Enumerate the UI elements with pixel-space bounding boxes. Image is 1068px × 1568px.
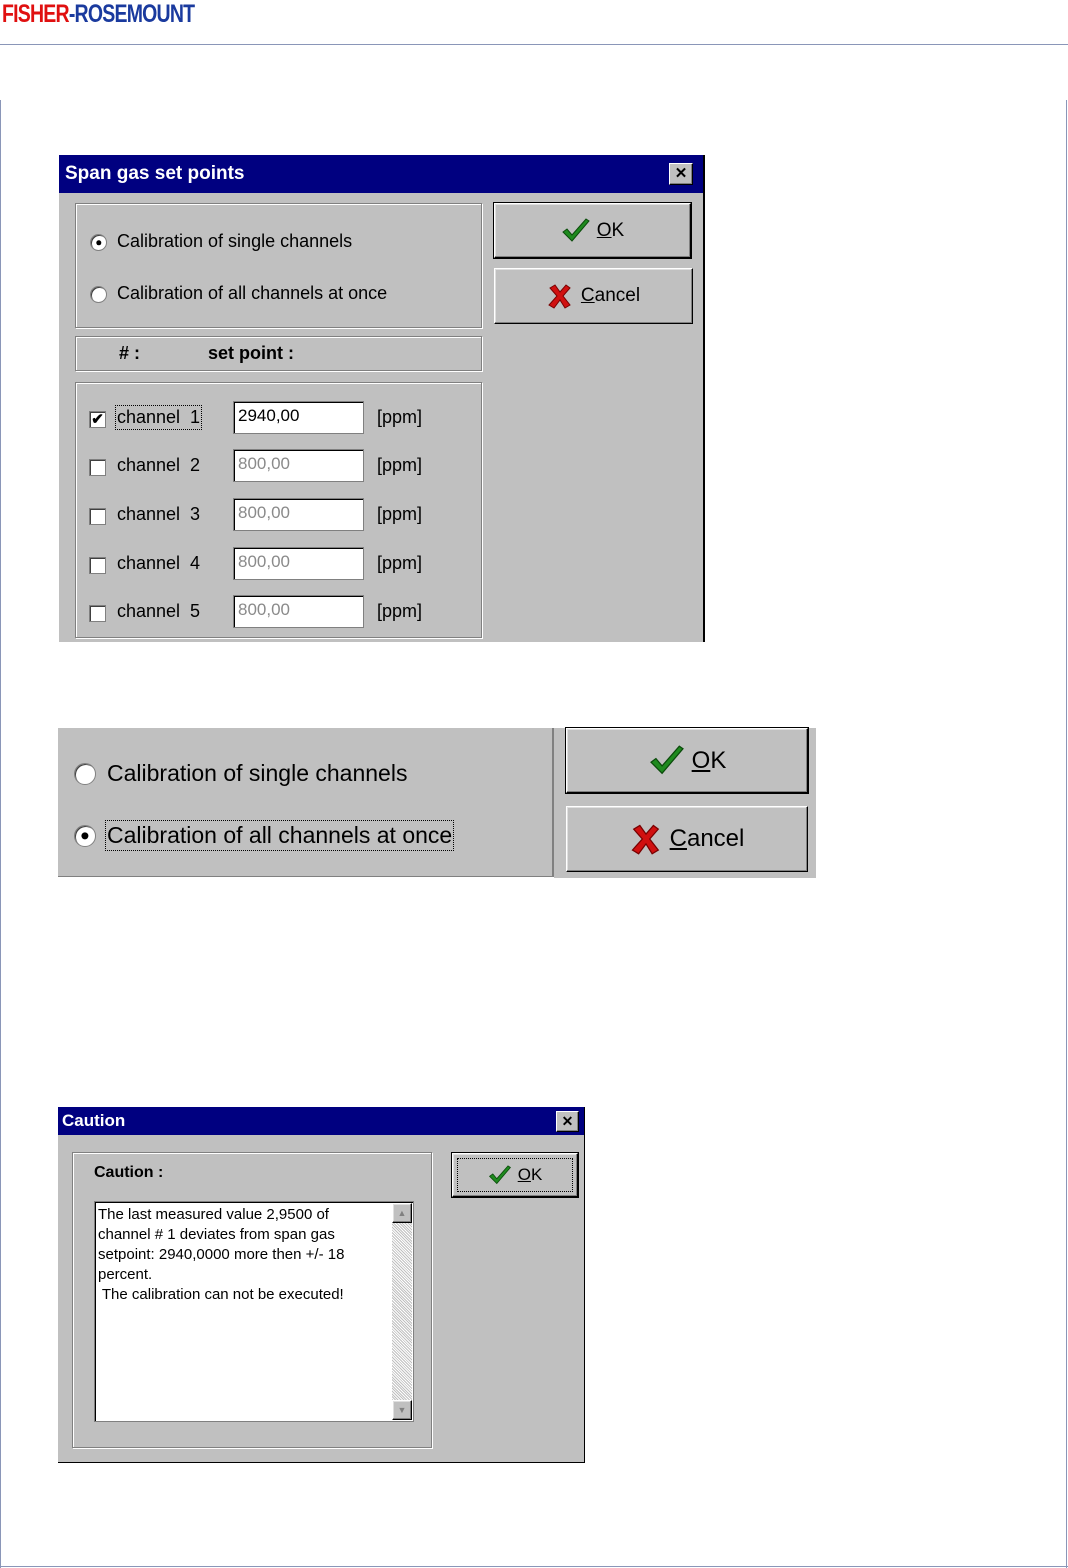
setpoint-input[interactable]: 2940,00 — [233, 401, 364, 434]
channel-checkbox[interactable]: ✔ — [89, 411, 106, 428]
zoomed-mode-panel — [58, 728, 554, 877]
cancel-x-icon — [630, 823, 662, 855]
caution-message-line: channel # 1 deviates from span gas — [98, 1226, 335, 1243]
radio-single-channels[interactable] — [90, 234, 107, 251]
zoom-cancel-button[interactable] — [566, 806, 808, 872]
page-frame-right — [1066, 100, 1067, 1568]
logo-text-rosemount: ROSEMOUNT — [74, 0, 195, 28]
channel-checkbox[interactable] — [89, 508, 106, 525]
calibration-mode-group — [75, 203, 482, 328]
channel-label[interactable]: channel 1 — [117, 407, 201, 427]
page-frame-bottom — [0, 1566, 1068, 1567]
zoom-radio-single[interactable] — [74, 763, 96, 785]
caution-message-line: The calibration can not be executed! — [98, 1286, 344, 1303]
unit-label: [ppm] — [377, 601, 423, 621]
channel-checkbox[interactable] — [89, 459, 106, 476]
logo-separator: - — [68, 0, 75, 28]
channel-label[interactable]: channel 2 — [117, 455, 201, 475]
unit-label: [ppm] — [377, 455, 423, 475]
scroll-up-button[interactable] — [392, 1203, 412, 1223]
cancel-button[interactable] — [494, 268, 693, 324]
cancel-label: Cancel — [580, 285, 641, 306]
channel-label[interactable]: channel 4 — [117, 553, 201, 573]
zoom-radio-single-label[interactable]: Calibration of single channels — [107, 760, 408, 786]
scroll-up-icon: ▲ — [397, 1208, 407, 1218]
caution-dialog — [58, 1107, 585, 1463]
channel-checkbox[interactable] — [89, 557, 106, 574]
close-icon: ✕ — [674, 165, 688, 182]
cancel-x-icon — [547, 283, 573, 309]
zoom-radio-all-label[interactable]: Calibration of all channels at once — [107, 822, 453, 848]
column-header-group — [75, 336, 482, 371]
vertical-scrollbar[interactable] — [392, 1203, 412, 1420]
unit-label: [ppm] — [377, 407, 423, 427]
scroll-down-icon: ▼ — [397, 1405, 407, 1415]
setpoint-input[interactable]: 800,00 — [233, 595, 364, 628]
close-button[interactable] — [556, 1111, 579, 1132]
channels-group — [75, 382, 482, 638]
caution-ok-label: OK — [517, 1165, 543, 1184]
close-icon: ✕ — [561, 1113, 574, 1129]
ok-focus-ring — [457, 1158, 573, 1192]
ok-button[interactable] — [494, 203, 691, 258]
page-frame-left — [0, 100, 1, 1568]
zoom-ok-button[interactable] — [566, 728, 808, 793]
checkmark-icon — [561, 218, 591, 244]
span-gas-dialog — [59, 155, 705, 642]
caution-message-text — [98, 1205, 388, 1305]
header-rule — [0, 44, 1068, 45]
logo-text-fisher: FISHER — [2, 0, 69, 28]
radio-all-label[interactable]: Calibration of all channels at once — [117, 283, 388, 303]
caution-message-line: The last measured value 2,9500 of — [98, 1206, 329, 1223]
fisher-rosemount-logo — [2, 0, 194, 28]
caution-group — [72, 1152, 432, 1448]
caution-group-label: Caution : — [94, 1164, 164, 1181]
radio-all-channels[interactable] — [90, 286, 107, 303]
caution-message-box[interactable] — [94, 1201, 414, 1422]
caution-titlebar — [58, 1107, 584, 1135]
zoom-cancel-label: Cancel — [669, 825, 745, 852]
zoomed-button-panel — [554, 728, 816, 878]
unit-label: [ppm] — [377, 504, 423, 524]
span-gas-titlebar — [59, 155, 703, 193]
channel-label[interactable]: channel 3 — [117, 504, 201, 524]
zoom-ok-label: OK — [691, 746, 727, 774]
zoom-radio-all[interactable] — [74, 825, 96, 847]
unit-label: [ppm] — [377, 553, 423, 573]
setpoint-input[interactable]: 800,00 — [233, 449, 364, 482]
caution-message-line: setpoint: 2940,0000 more then +/- 18 — [98, 1246, 345, 1263]
ok-label: OK — [596, 219, 625, 241]
span-gas-title: Span gas set points — [65, 163, 245, 184]
channel-label[interactable]: channel 5 — [117, 601, 201, 621]
caution-title: Caution — [62, 1111, 126, 1130]
column-hash-label: # : — [119, 343, 141, 363]
setpoint-input[interactable]: 800,00 — [233, 498, 364, 531]
checkmark-icon — [648, 745, 686, 777]
caution-message-line: percent. — [98, 1266, 153, 1283]
caution-ok-button[interactable] — [452, 1153, 578, 1197]
radio-single-label[interactable]: Calibration of single channels — [117, 231, 353, 251]
close-button[interactable] — [669, 163, 693, 185]
column-setpoint-label: set point : — [208, 343, 294, 363]
scroll-down-button[interactable] — [392, 1400, 412, 1420]
channel-checkbox[interactable] — [89, 605, 106, 622]
setpoint-input[interactable]: 800,00 — [233, 547, 364, 580]
